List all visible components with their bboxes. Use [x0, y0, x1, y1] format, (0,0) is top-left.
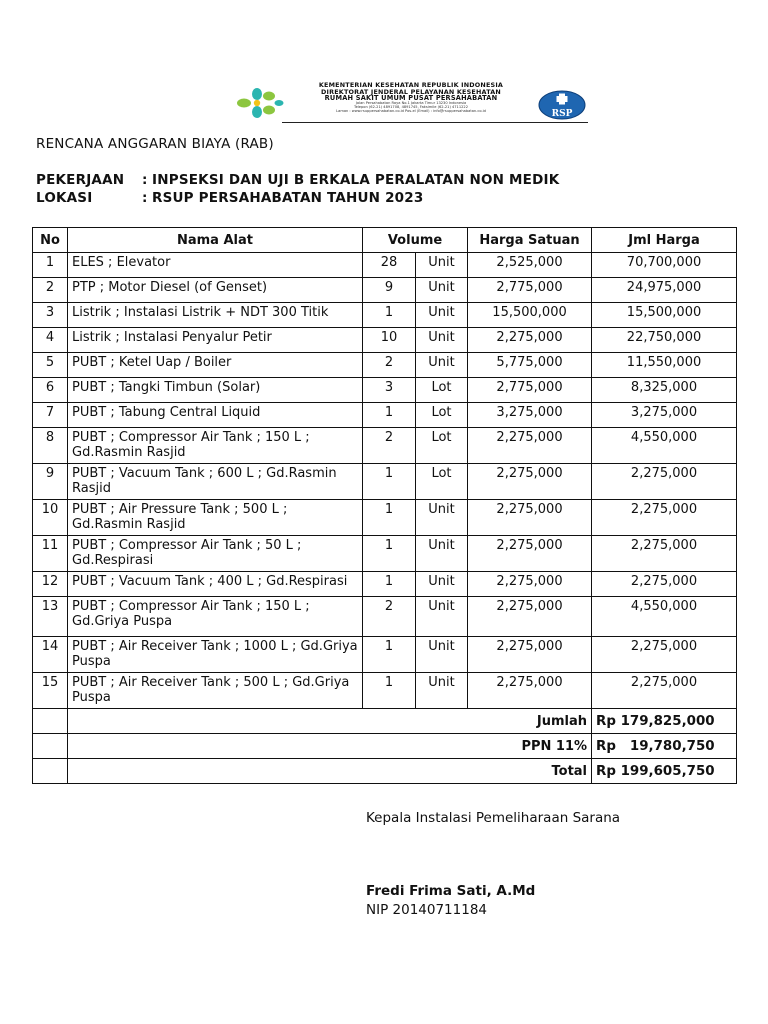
- cell-no: 11: [33, 536, 68, 572]
- cell-unit: Unit: [416, 353, 468, 378]
- table-row: [33, 403, 737, 428]
- cell-no: 5: [33, 353, 68, 378]
- cell-name: PUBT ; Vacuum Tank ; 600 L ; Gd.Rasmin Rasjid: [68, 464, 363, 500]
- cell-price: 2,525,000: [468, 253, 592, 278]
- ppn-value: Rp 19,780,750: [592, 734, 737, 759]
- cell-qty: 1: [363, 673, 416, 709]
- cell-unit: Lot: [416, 428, 468, 464]
- table-row: [33, 597, 737, 637]
- jumlah-value: Rp 179,825,000: [592, 709, 737, 734]
- cell-qty: 1: [363, 464, 416, 500]
- table-row: [33, 536, 737, 572]
- cell-name: PUBT ; Vacuum Tank ; 400 L ; Gd.Respirasi: [68, 572, 363, 597]
- jumlah-label: Jumlah: [68, 709, 592, 734]
- header-name: Nama Alat: [68, 228, 363, 253]
- cell-unit: Lot: [416, 403, 468, 428]
- cell-price: 2,275,000: [468, 536, 592, 572]
- document-title: RENCANA ANGGARAN BIAYA (RAB): [36, 136, 274, 152]
- cell-qty: 1: [363, 536, 416, 572]
- cell-price: 15,500,000: [468, 303, 592, 328]
- table-row: [33, 353, 737, 378]
- total-value: Rp 199,605,750: [592, 759, 737, 784]
- table-header-row: [33, 228, 737, 253]
- cell-no: 12: [33, 572, 68, 597]
- cell-no: 8: [33, 428, 68, 464]
- table-row: [33, 303, 737, 328]
- cell-unit: Unit: [416, 673, 468, 709]
- letterhead-divider: [282, 122, 588, 123]
- cell-name: Listrik ; Instalasi Listrik + NDT 300 Titik: [68, 303, 363, 328]
- cell-total: 3,275,000: [592, 403, 737, 428]
- table-row: [33, 428, 737, 464]
- table-row: [33, 637, 737, 673]
- cell-price: 2,275,000: [468, 597, 592, 637]
- cell-price: 2,275,000: [468, 572, 592, 597]
- cell-unit: Unit: [416, 253, 468, 278]
- cell-price: 2,275,000: [468, 673, 592, 709]
- cell-total: 70,700,000: [592, 253, 737, 278]
- ministry-name: KEMENTERIAN KESEHATAN REPUBLIK INDONESIA: [318, 81, 504, 89]
- cell-total: 11,550,000: [592, 353, 737, 378]
- cell-qty: 2: [363, 353, 416, 378]
- cell-qty: 2: [363, 597, 416, 637]
- table-row: [33, 500, 737, 536]
- signatory-name: Fredi Frima Sati, A.Md: [366, 883, 536, 899]
- summary-empty-cell: [33, 759, 68, 784]
- cell-unit: Unit: [416, 536, 468, 572]
- cell-total: 4,550,000: [592, 428, 737, 464]
- cell-price: 3,275,000: [468, 403, 592, 428]
- table-row: [33, 378, 737, 403]
- cell-total: 24,975,000: [592, 278, 737, 303]
- cell-total: 2,275,000: [592, 536, 737, 572]
- table-row: [33, 328, 737, 353]
- lokasi-label: LOKASI: [36, 190, 93, 206]
- cell-qty: 1: [363, 303, 416, 328]
- cell-total: 15,500,000: [592, 303, 737, 328]
- cell-unit: Unit: [416, 328, 468, 353]
- cell-name: PTP ; Motor Diesel (of Genset): [68, 278, 363, 303]
- cell-qty: 28: [363, 253, 416, 278]
- cell-no: 4: [33, 328, 68, 353]
- table-row: [33, 278, 737, 303]
- lokasi-separator: :: [142, 190, 148, 206]
- cell-name: PUBT ; Tangki Timbun (Solar): [68, 378, 363, 403]
- cell-total: 22,750,000: [592, 328, 737, 353]
- cell-price: 2,275,000: [468, 428, 592, 464]
- cell-qty: 1: [363, 500, 416, 536]
- cell-name: PUBT ; Compressor Air Tank ; 150 L ; Gd.Griya Puspa: [68, 597, 363, 637]
- lokasi-value: RSUP PERSAHABATAN TAHUN 2023: [152, 190, 424, 206]
- cell-no: 14: [33, 637, 68, 673]
- cell-no: 10: [33, 500, 68, 536]
- header-no: No: [33, 228, 68, 253]
- cell-unit: Unit: [416, 278, 468, 303]
- signatory-position: Kepala Instalasi Pemeliharaan Sarana: [366, 810, 621, 826]
- summary-empty-cell: [33, 734, 68, 759]
- cell-no: 13: [33, 597, 68, 637]
- hospital-address: Jalan Persahabatan Raya No.1 Jakarta Timur 13230 Indonesia: [355, 101, 467, 106]
- summary-row-jumlah: [33, 709, 737, 734]
- letterhead: [236, 80, 588, 124]
- cell-price: 2,275,000: [468, 464, 592, 500]
- ppn-label: PPN 11%: [68, 734, 592, 759]
- cell-total: 2,275,000: [592, 464, 737, 500]
- cell-no: 7: [33, 403, 68, 428]
- cell-price: 2,275,000: [468, 637, 592, 673]
- cell-qty: 1: [363, 572, 416, 597]
- cell-total: 2,275,000: [592, 500, 737, 536]
- cell-name: PUBT ; Tabung Central Liquid: [68, 403, 363, 428]
- cell-unit: Unit: [416, 500, 468, 536]
- cell-unit: Lot: [416, 378, 468, 403]
- pekerjaan-value: INPSEKSI DAN UJI B ERKALA PERALATAN NON MEDIK: [152, 172, 560, 188]
- cell-unit: Lot: [416, 464, 468, 500]
- cell-name: PUBT ; Air Pressure Tank ; 500 L ; Gd.Rasmin Rasjid: [68, 500, 363, 536]
- cell-unit: Unit: [416, 597, 468, 637]
- signatory-nip: NIP 20140711184: [366, 902, 487, 918]
- total-label: Total: [68, 759, 592, 784]
- table-row: [33, 253, 737, 278]
- cell-unit: Unit: [416, 572, 468, 597]
- cell-qty: 1: [363, 403, 416, 428]
- cell-qty: 1: [363, 637, 416, 673]
- cell-qty: 9: [363, 278, 416, 303]
- cell-name: PUBT ; Air Receiver Tank ; 1000 L ; Gd.Griya Puspa: [68, 637, 363, 673]
- cell-price: 2,775,000: [468, 378, 592, 403]
- table-row: [33, 572, 737, 597]
- header-total: Jml Harga: [592, 228, 737, 253]
- cell-total: 2,275,000: [592, 572, 737, 597]
- cell-name: PUBT ; Compressor Air Tank ; 150 L ; Gd.Rasmin Rasjid: [68, 428, 363, 464]
- cell-price: 2,275,000: [468, 500, 592, 536]
- hospital-phone: Telepon (62-21) 4891708, 4891745, Faksimile (62-21) 4711222: [353, 105, 468, 110]
- cell-no: 1: [33, 253, 68, 278]
- directorate-name: DIREKTORAT JENDERAL PELAYANAN KESEHATAN: [321, 87, 501, 96]
- pekerjaan-row: [36, 172, 559, 188]
- header-volume: Volume: [363, 228, 468, 253]
- cell-qty: 2: [363, 428, 416, 464]
- cell-no: 15: [33, 673, 68, 709]
- hospital-name: RUMAH SAKIT UMUM PUSAT PERSAHABATAN: [324, 94, 498, 103]
- pekerjaan-label: PEKERJAAN: [36, 172, 125, 188]
- hospital-web: Laman : www.rsuppersahabatan.co.id Pos-el (Email) : info@rsuppersahabatan.co.id: [336, 108, 486, 113]
- cell-unit: Unit: [416, 637, 468, 673]
- cell-name: PUBT ; Air Receiver Tank ; 500 L ; Gd.Griya Puspa: [68, 673, 363, 709]
- cell-name: Listrik ; Instalasi Penyalur Petir: [68, 328, 363, 353]
- cell-total: 4,550,000: [592, 597, 737, 637]
- cell-total: 2,275,000: [592, 637, 737, 673]
- letterhead-text: [282, 82, 540, 114]
- cell-unit: Unit: [416, 303, 468, 328]
- cell-no: 2: [33, 278, 68, 303]
- table-row: [33, 673, 737, 709]
- cell-price: 2,775,000: [468, 278, 592, 303]
- rsp-logo-icon: [538, 90, 586, 120]
- cell-qty: 10: [363, 328, 416, 353]
- cell-name: PUBT ; Compressor Air Tank ; 50 L ; Gd.Respirasi: [68, 536, 363, 572]
- cell-total: 8,325,000: [592, 378, 737, 403]
- summary-row-ppn: [33, 734, 737, 759]
- cell-no: 9: [33, 464, 68, 500]
- rsp-logo-text: RSP: [551, 109, 573, 119]
- table-row: [33, 464, 737, 500]
- cell-qty: 3: [363, 378, 416, 403]
- lokasi-row: [36, 190, 423, 206]
- rab-table: [32, 227, 737, 784]
- cell-price: 5,775,000: [468, 353, 592, 378]
- kemenkes-logo-icon: [236, 86, 284, 120]
- cell-total: 2,275,000: [592, 673, 737, 709]
- cell-name: ELES ; Elevator: [68, 253, 363, 278]
- cell-price: 2,275,000: [468, 328, 592, 353]
- header-unit-price: Harga Satuan: [468, 228, 592, 253]
- cell-no: 6: [33, 378, 68, 403]
- summary-empty-cell: [33, 709, 68, 734]
- cell-name: PUBT ; Ketel Uap / Boiler: [68, 353, 363, 378]
- pekerjaan-separator: :: [142, 172, 148, 188]
- summary-row-total: [33, 759, 737, 784]
- cell-no: 3: [33, 303, 68, 328]
